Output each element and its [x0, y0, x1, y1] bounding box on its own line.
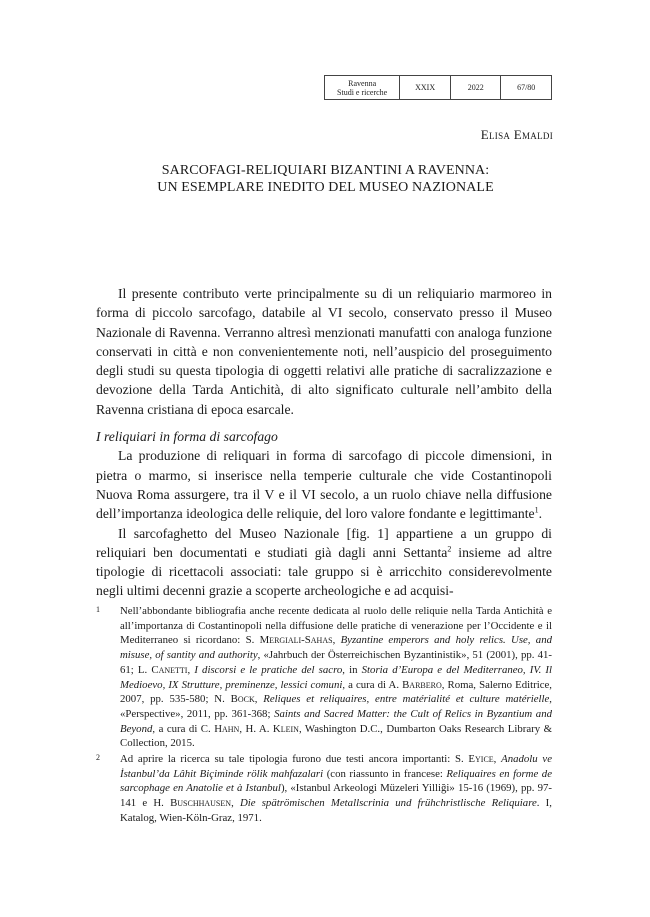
footnote-ref-1[interactable]: 1 [534, 505, 539, 515]
journal-header-box [324, 75, 552, 100]
journal-subtitle: Studi e ricerche [337, 87, 388, 97]
footnote-run: , H. A. [239, 722, 273, 735]
author-surname: Buschhausen [170, 797, 232, 810]
italic-title: Anadolu ve İstanbul’da Lâhit Biçiminde rölik mahfazalari [120, 753, 553, 780]
author-surname: Barbero [402, 678, 442, 691]
author-surname: Eyice [468, 753, 494, 766]
body-paragraph-3 [96, 524, 552, 601]
italic-title: I discorsi e le pratiche del sacro [194, 663, 343, 676]
section-heading: I reliquiari in forma di sarcofago [96, 429, 278, 445]
footnote-run: , a cura di A. [342, 678, 403, 691]
footnote-text [120, 605, 552, 749]
author-surname: Klein [272, 722, 299, 735]
author-surname: Canetti [151, 663, 188, 676]
footnote-run: , «Jahrbuch der Österreichischen Byzantinistik», 51 (2001), pp. 41-61; L. [120, 649, 552, 676]
author-name: Elisa Emaldi [480, 127, 553, 142]
footnote-run: , Washington D.C., Dumbarton Oaks Research Library & Collection, 2015. [120, 722, 552, 750]
italic-title: Storia d’Europa e del Mediterraneo, IV. Il Medioevo, IX Strutture, preminenze, lessici comuni [120, 663, 552, 691]
footnote-run: , Roma, Salerno Editrice, 2007, pp. 535-580; N. [120, 678, 553, 706]
footnote-run: , in [342, 663, 362, 676]
footnote-number: 2 [96, 753, 100, 763]
italic-title: Reliques et reliquaires, entre matérialité et culture matérielle [263, 693, 550, 706]
footnote-run: , [493, 753, 502, 766]
footnote-number: 1 [96, 605, 100, 614]
footnote-run: , [332, 634, 341, 647]
author-surname: Mergiali-Sahas [259, 634, 333, 647]
footnote-run: , [254, 693, 264, 706]
volume-number: XXIX [400, 76, 451, 100]
paragraph-text: Il sarcofaghetto del Museo Nazionale [fig. 1] appartiene a un gruppo di reliquiari ben documentati e studiati già dagli anni Settanta [96, 525, 552, 560]
author-surname: Hahn [214, 722, 240, 735]
journal-name: Ravenna [348, 78, 377, 88]
footnote-run: ), «Istanbul Arkeologi Müzeleri Yilliği» 15-16 (1969), pp. 97-141 e H. [120, 782, 552, 810]
italic-title: Die spätrömischen Metallscrinia und frühchristlische Reliquiare [239, 797, 537, 810]
author-surname: Bock [230, 693, 255, 706]
article-title [100, 162, 551, 196]
italic-title: Saints and Sacred Matter: the Cult of Relics in Byzantium and Beyond [120, 707, 553, 735]
intro-paragraph: Il presente contributo verte principalmente su di un reliquiario marmoreo in forma di piccolo sarcofago, databile al VI secolo, conservato presso il Museo Nazionale di Ravenna. Verranno altresì menzionati manufatti con analoga funzione conservati in città e non convenientemente noti, nell’auspicio del proseguimento degli studi su questa tipologia di oggetti relativi alle pratiche di sacralizzazione e devozione della Tarda Antichità, di alto significato culturale nell’ambito della Ravenna cristiana di epoca esarcale. [96, 286, 552, 417]
footnote-run: . I, Katalog, Wien-Köln-Graz, 1971. [120, 797, 552, 824]
paragraph-text-end: insieme ad altre tipologie di ricettacoli associati: tale gruppo si è arricchito considerevolmente negli ultimi decenni grazie a scoperte archeologiche e ad acquisi- [96, 544, 552, 599]
footnote-2 [96, 752, 552, 826]
footnote-run: , [231, 797, 240, 810]
page-range: 67/80 [501, 76, 552, 100]
paragraph-text: La produzione di reliquari in forma di sarcofago di piccole dimensioni, in pietra o marmo, si inserisce nella temperie culturale che vide Costantinopoli Nuova Roma assurgere, tra il V e il VI secolo, a un ruolo chiave nella diffusione dell’importanza ideologica delle reliquie, del loro valore fondante e legittimante [96, 448, 552, 522]
italic-title: Byzantine emperors and holy relics. Use, and misuse, of santity and authority [120, 634, 552, 662]
footnote-run: , «Perspective», 2011, pp. 361-368; [120, 693, 552, 720]
footnote-text [120, 753, 552, 824]
title-line-1: SARCOFAGI-RELIQUIARI BIZANTINI A RAVENNA: [161, 163, 490, 178]
body-paragraph-2 [96, 446, 552, 523]
publication-year: 2022 [450, 76, 500, 100]
footnotes [96, 604, 552, 826]
italic-title: Reliquaires en forme de sarcophage en Anatolie et à Istanbul [120, 767, 552, 795]
journal-name-cell [325, 76, 400, 100]
title-line-2: UN ESEMPLARE INEDITO DEL MUSEO NAZIONALE [157, 180, 494, 195]
footnote-run: Nell’abbondante bibliografia anche recente dedicata al ruolo delle reliquie nella Tarda Antichità e all’importanza di Costantinopoli nella diffusione delle pratiche di venerazione per l’Occidente e il Mediterraneo si ricordano: S. [120, 605, 552, 647]
footnote-1 [96, 604, 552, 751]
footnote-run: , a cura di C. [152, 722, 215, 735]
footnote-ref-2[interactable]: 2 [447, 544, 452, 554]
paragraph-text-end: . [538, 506, 543, 522]
article-body [96, 284, 552, 601]
footnote-run: , [187, 663, 195, 676]
footnote-run: Ad aprire la ricerca su tale tipologia furono due testi ancora importanti: S. [120, 753, 469, 766]
footnote-run: (con riassunto in francese: [323, 767, 447, 780]
